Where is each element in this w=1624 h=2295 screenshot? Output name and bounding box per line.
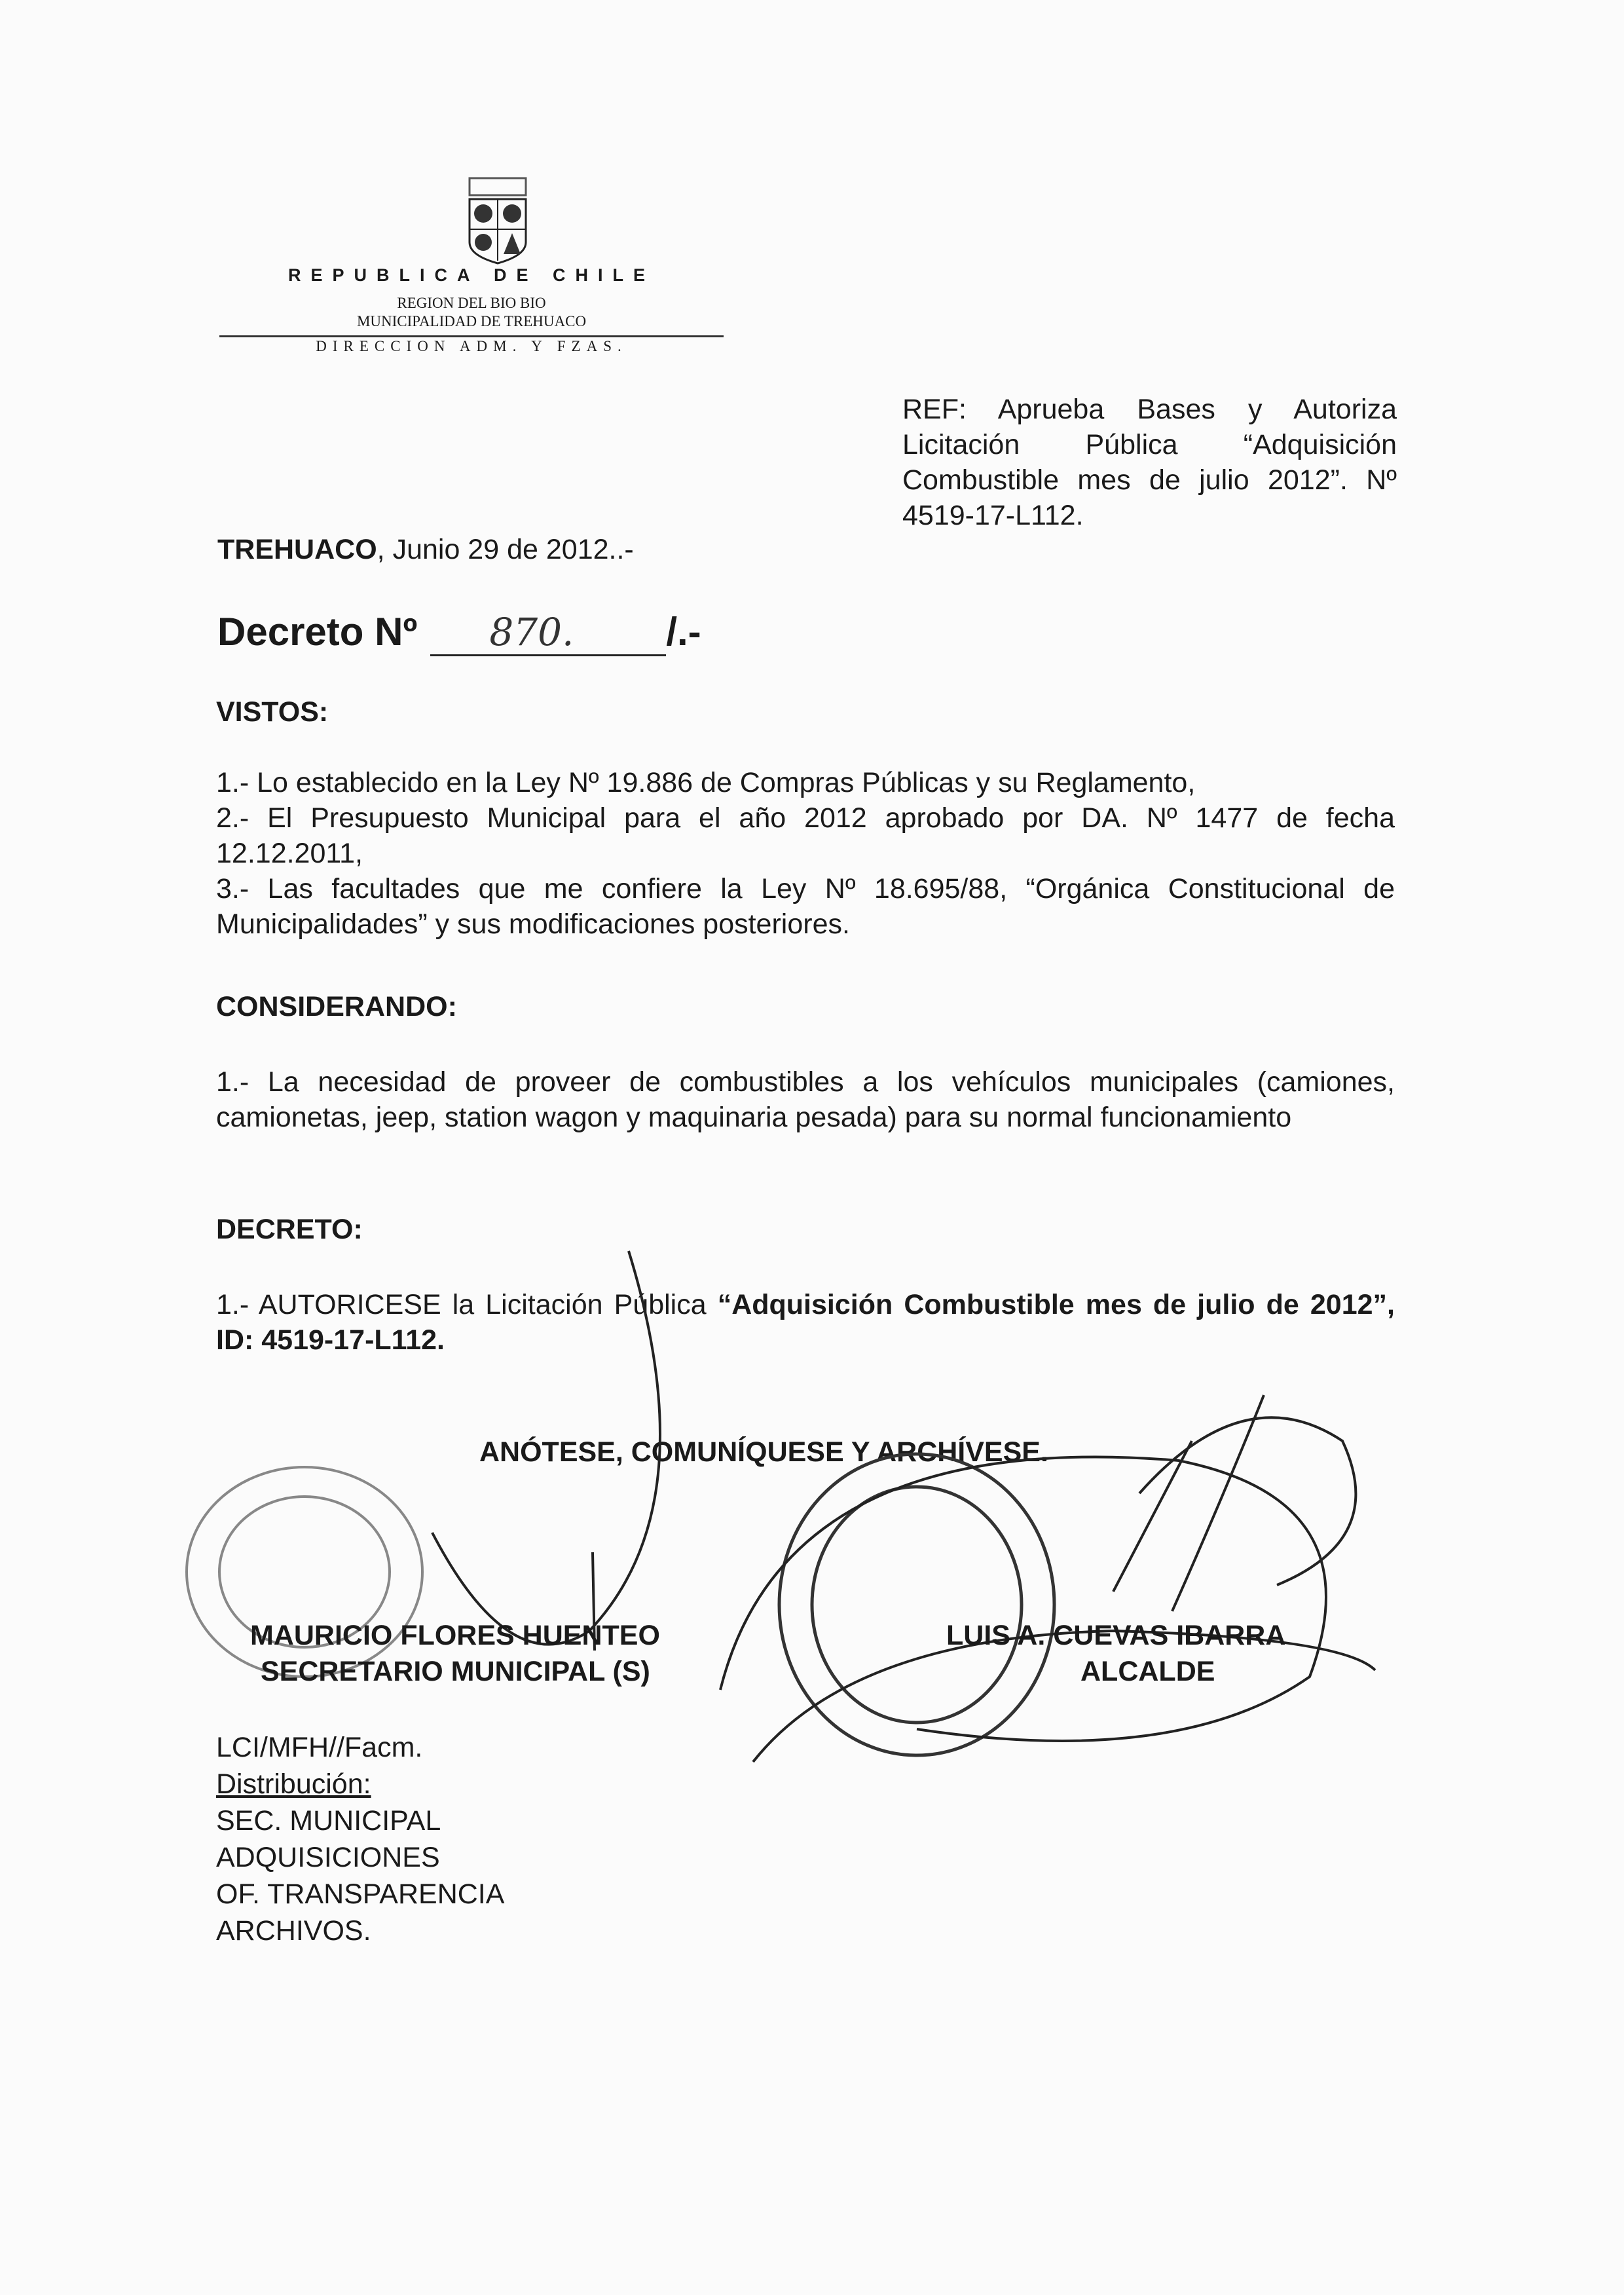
mayor-title: ALCALDE bbox=[1080, 1656, 1215, 1687]
date: , Junio 29 de 2012..- bbox=[377, 534, 634, 565]
distribution-label: Distribución: bbox=[216, 1768, 371, 1800]
region-heading: REGION DEL BIO BIO bbox=[397, 295, 546, 311]
distribution-item: ARCHIVOS. bbox=[216, 1915, 371, 1947]
distribution-item: ADQUISICIONES bbox=[216, 1842, 440, 1873]
vistos-item: 1.- Lo establecido en la Ley Nº 19.886 de Compras Públicas y su Reglamento, bbox=[216, 767, 1196, 798]
department-heading: DIRECCION ADM. Y FZAS. bbox=[316, 338, 627, 354]
secretary-name: MAURICIO FLORES HUENTEO bbox=[250, 1620, 660, 1651]
municipality-heading: MUNICIPALIDAD DE TREHUACO bbox=[356, 313, 587, 329]
decree-number: 870. bbox=[430, 610, 666, 656]
initials: LCI/MFH//Facm. bbox=[216, 1732, 423, 1763]
distribution-block bbox=[216, 1729, 504, 1949]
vistos-item: 2.- El Presupuesto Municipal para el año 2012 aprobado por DA. Nº 1477 de fecha 12.12.2011, bbox=[216, 802, 1395, 869]
city: TREHUACO bbox=[217, 534, 377, 565]
decree-suffix: /.- bbox=[666, 610, 701, 654]
decreto-item-bold: “Adquisición Combustible mes de julio de 2012”, ID: 4519-17-L112. bbox=[216, 1289, 1395, 1356]
secretary-title: SECRETARIO MUNICIPAL (S) bbox=[261, 1656, 650, 1687]
mayor-name: LUIS A. CUEVAS IBARRA bbox=[946, 1620, 1286, 1651]
decree-label: Decreto Nº bbox=[217, 610, 418, 654]
republic-heading: REPUBLICA DE CHILE bbox=[287, 265, 655, 285]
reference-block: REF: Aprueba Bases y Autoriza Licitación Pública “Adquisición Combustible mes de julio 2012”. Nº 4519-17-L112. bbox=[902, 394, 1397, 531]
closing-formula: ANÓTESE, COMUNÍQUESE Y ARCHÍVESE. bbox=[479, 1436, 1048, 1468]
decreto-item-text: 1.- AUTORICESE la Licitación Pública bbox=[216, 1289, 718, 1320]
considerando-heading: CONSIDERANDO: bbox=[216, 991, 457, 1022]
vistos-heading: VISTOS: bbox=[216, 696, 329, 728]
mayor-stamp bbox=[779, 1454, 1054, 1755]
decreto-heading: DECRETO: bbox=[216, 1214, 363, 1245]
distribution-item: SEC. MUNICIPAL bbox=[216, 1805, 441, 1837]
distribution-item: OF. TRANSPARENCIA bbox=[216, 1878, 505, 1910]
considerando-item: 1.- La necesidad de proveer de combustibles a los vehículos municipales (camiones, camionetas, jeep, station wagon y maquinaria pesada) para su normal funcionamiento bbox=[216, 1066, 1395, 1133]
vistos-item: 3.- Las facultades que me confiere la Ley Nº 18.695/88, “Orgánica Constitucional de Municipalidades” y sus modificaciones posteriores. bbox=[216, 873, 1395, 940]
